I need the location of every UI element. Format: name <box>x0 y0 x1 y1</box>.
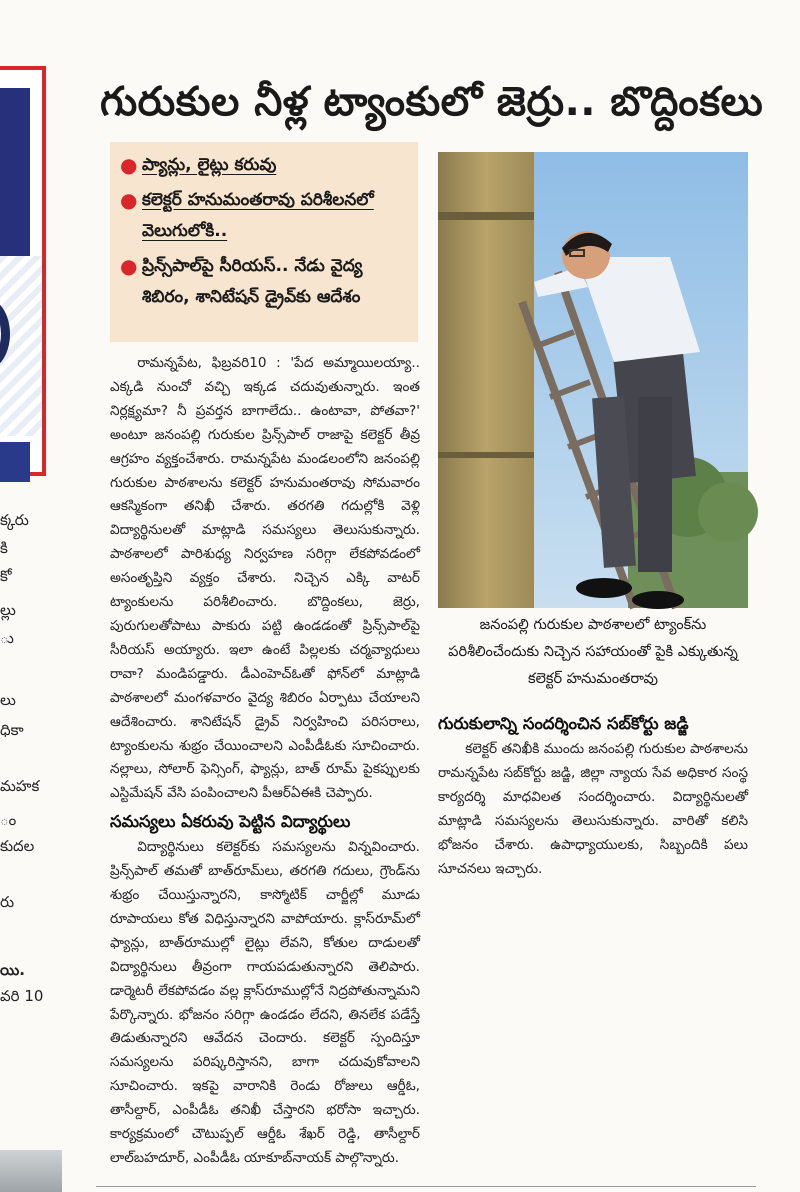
left-fragment: యి. <box>0 961 25 979</box>
left-fragment: లు <box>0 691 16 709</box>
left-fragment: ల్లు <box>0 601 16 619</box>
subheadline-item <box>120 251 410 313</box>
subheadline-box <box>110 142 418 342</box>
section-heading: సమస్యలు ఏకరువు పెట్టిన విద్యార్థులు <box>110 812 351 832</box>
left-fragment: రు <box>0 893 15 911</box>
headline: గురుకుల నీళ్ల ట్యాంకులో జెర్రు.. బొద్దింకలు <box>100 79 764 125</box>
left-fragment: ు <box>0 629 14 647</box>
left-fragment: క్కరు <box>0 511 29 529</box>
bullet-icon: ● <box>120 188 138 212</box>
left-ad-bar <box>0 442 30 482</box>
left-fragment: కో <box>0 567 12 585</box>
left-fragment: ం <box>0 811 17 829</box>
subheadline-item <box>120 185 410 247</box>
left-fragment: కుదల <box>0 837 35 855</box>
left-fragment: మహక <box>0 777 40 795</box>
photo-caption: జనంపల్లి గురుకుల పాఠశాలలో ట్యాంక్‌ను పరిశీలించేందుకు నిచ్చెన సహాయంతో పైకి ఎక్కుతున్న కలెక్టర్ హనుమంతరావు <box>448 617 738 687</box>
article-paragraph: విద్యార్థినులు కలెక్టర్‌కు సమస్యలను విన్నవించారు. ప్రిన్స్‌పాల్ తమతో బాత్‌రూమ్‌లు, తరగతి గదులు, గ్రౌండ్‌ను శుభ్రం చేయిస్తున్నారని, కాస్మోటిక్ చార్జీల్లో మూడు రూపాయలు కోత విధిస్తున్నారని వాపోయారు. క్లాస్‌రూమ్‌లో ఫ్యాన్లు, బాత్‌రూముల్లో లైట్లు లేవని, కోతుల దాడులతో విద్యార్థినులు తీవ్రంగా గాయపడుతున్నారని తెలిపారు. డార్మెటరీ లేకపోవడం వల్ల క్లాస్‌రూముల్లోనే నిద్రపోతున్నామని పేర్కొన్నారు. భోజనం సరిగ్గా ఉండడం లేదని, తినలేక పడేస్తే తిడుతున్నారని ఆవేదన చెందారు. కలెక్టర్ స్పందిస్తూ సమస్యలను పరిష్కరిస్తానని, బాగా చదువుకోవాలని సూచించారు. ఇకపై వారానికి రెండు రోజులు ఆర్డీఓ, తాసీల్దార్, ఎంపీడీఓ తనిఖీ చేస్తారని భరోసా ఇచ్చారు. కార్యక్రమంలో చౌటుప్పల్ ఆర్డీఓ శేఖర్ రెడ్డి, తాసీల్దార్ లాల్‌బహదూర్, ఎంపీడీఓ యాకూబ్‌నాయక్ పాల్గొన్నారు. <box>110 839 420 1166</box>
bottom-divider <box>96 1186 756 1187</box>
article-paragraph: కలెక్టర్ తనిఖీకి ముందు జనంపల్లి గురుకుల పాఠశాలను రామన్నపేట సబ్‌కోర్టు జడ్జి, జిల్లా న్యాయ సేవ అధికార సంస్థ కార్యదర్శి మాధవిలత సందర్శించారు. విద్యార్థినులతో మాట్లాడి సమస్యలను తెలుసుకున్నారు. వారితో కలిసి భోజనం చేశారు. ఉపాధ్యాయులకు, సిబ్బందికి పలు సూచనలు ఇచ్చారు. <box>438 741 748 877</box>
left-fragment: ధికా <box>0 721 24 739</box>
left-photo-fragment <box>0 1150 62 1192</box>
bullet-icon: ● <box>120 153 138 177</box>
left-fragment: వరి 10 <box>0 987 44 1005</box>
subheadline-text: ప్యాన్లు, లైట్లు కరువు <box>142 155 277 175</box>
article-paragraph: రామన్నపేట, ఫిబ్రవరి10 : 'పేద అమ్మాయిలయ్యా.. ఎక్కడి నుంచో వచ్చి ఇక్కడ చదువుతున్నారు. ఇంత నిర్లక్ష్యమా? నీ ప్రవర్తన బాగాలేదు.. ఉంటావా, పోతవా?' అంటూ జనంపల్లి గురుకుల ప్రిన్స్‌పాల్ రాజాపై కలెక్టర్ తీవ్ర ఆగ్రహం వ్యక్తంచేశారు. రామన్నపేట మండలంలోని జనంపల్లి గురుకుల పాఠశాలను కలెక్టర్ హనుమంతరావు సోమవారం ఆకస్మికంగా తనిఖీ చేశారు. తరగతి గదుల్లోకి వెళ్లి విద్యార్థినులతో మాట్లాడి సమస్యలు తెలుసుకున్నారు. పాఠశాలలో పారిశుధ్య నిర్వహణ సరిగ్గా లేకపోవడంలో అసంతృప్తిని వ్యక్తం చేశారు. నిచ్చెన ఎక్కి వాటర్ ట్యాంకులను పరిశీలించారు. బొద్దింకలు, జెర్రు, పురుగులతోపాటు పాకురు పట్టి ఉండడంతో ప్రిన్స్‌పాల్‌పై సీరియస్ అయ్యారు. ఇలా ఉంటే పిల్లలకు చర్మవ్యాధులు రావా? మండిపడ్డారు. డీఎంహెచ్‌ఓతో ఫోన్‌లో మాట్లాడి పాఠశాలలో మంగళవారం వైద్య శిబిరం ఏర్పాటు చేయాలని ఆదేశించారు. శానిటేషన్ డ్రైవ్ నిర్వహించి పరిసరాలు, ట్యాంకులను శుభ్రం చేయించాలని ఎంపీడీఓకు సూచించారు. నల్లాలు, సోలార్ ఫెన్సింగ్, ఫ్యాన్లు, బాత్ రూమ్ పైకప్పులకు ఎస్టిమేషన్ వేసి పంపించాలని పీఆర్ఏఈకి చెప్పారు. <box>110 355 420 802</box>
subheadline-text: ప్రిన్స్‌పాల్‌పై సీరియస్.. నేడు వైద్య శిబిరం, శానిటేషన్ డ్రైవ్‌కు ఆదేశం <box>142 256 363 307</box>
article-column-1 <box>110 352 420 1166</box>
subheadline-item <box>120 150 410 181</box>
collector-on-ladder-illustration <box>438 152 748 608</box>
left-fragment: కి <box>0 539 8 557</box>
news-photo <box>438 152 748 608</box>
section-heading: గురుకులాన్ని సందర్శించిన సబ్‌కోర్టు జడ్జి <box>438 714 689 733</box>
left-ad-box <box>0 66 46 476</box>
bullet-icon: ● <box>120 254 138 278</box>
article-column-2 <box>438 708 748 881</box>
left-ad-navy-block <box>0 88 30 256</box>
subheadline-text: కలెక్టర్ హనుమంతరావు పరిశీలనలో వెలుగులోకి.. <box>142 190 374 241</box>
